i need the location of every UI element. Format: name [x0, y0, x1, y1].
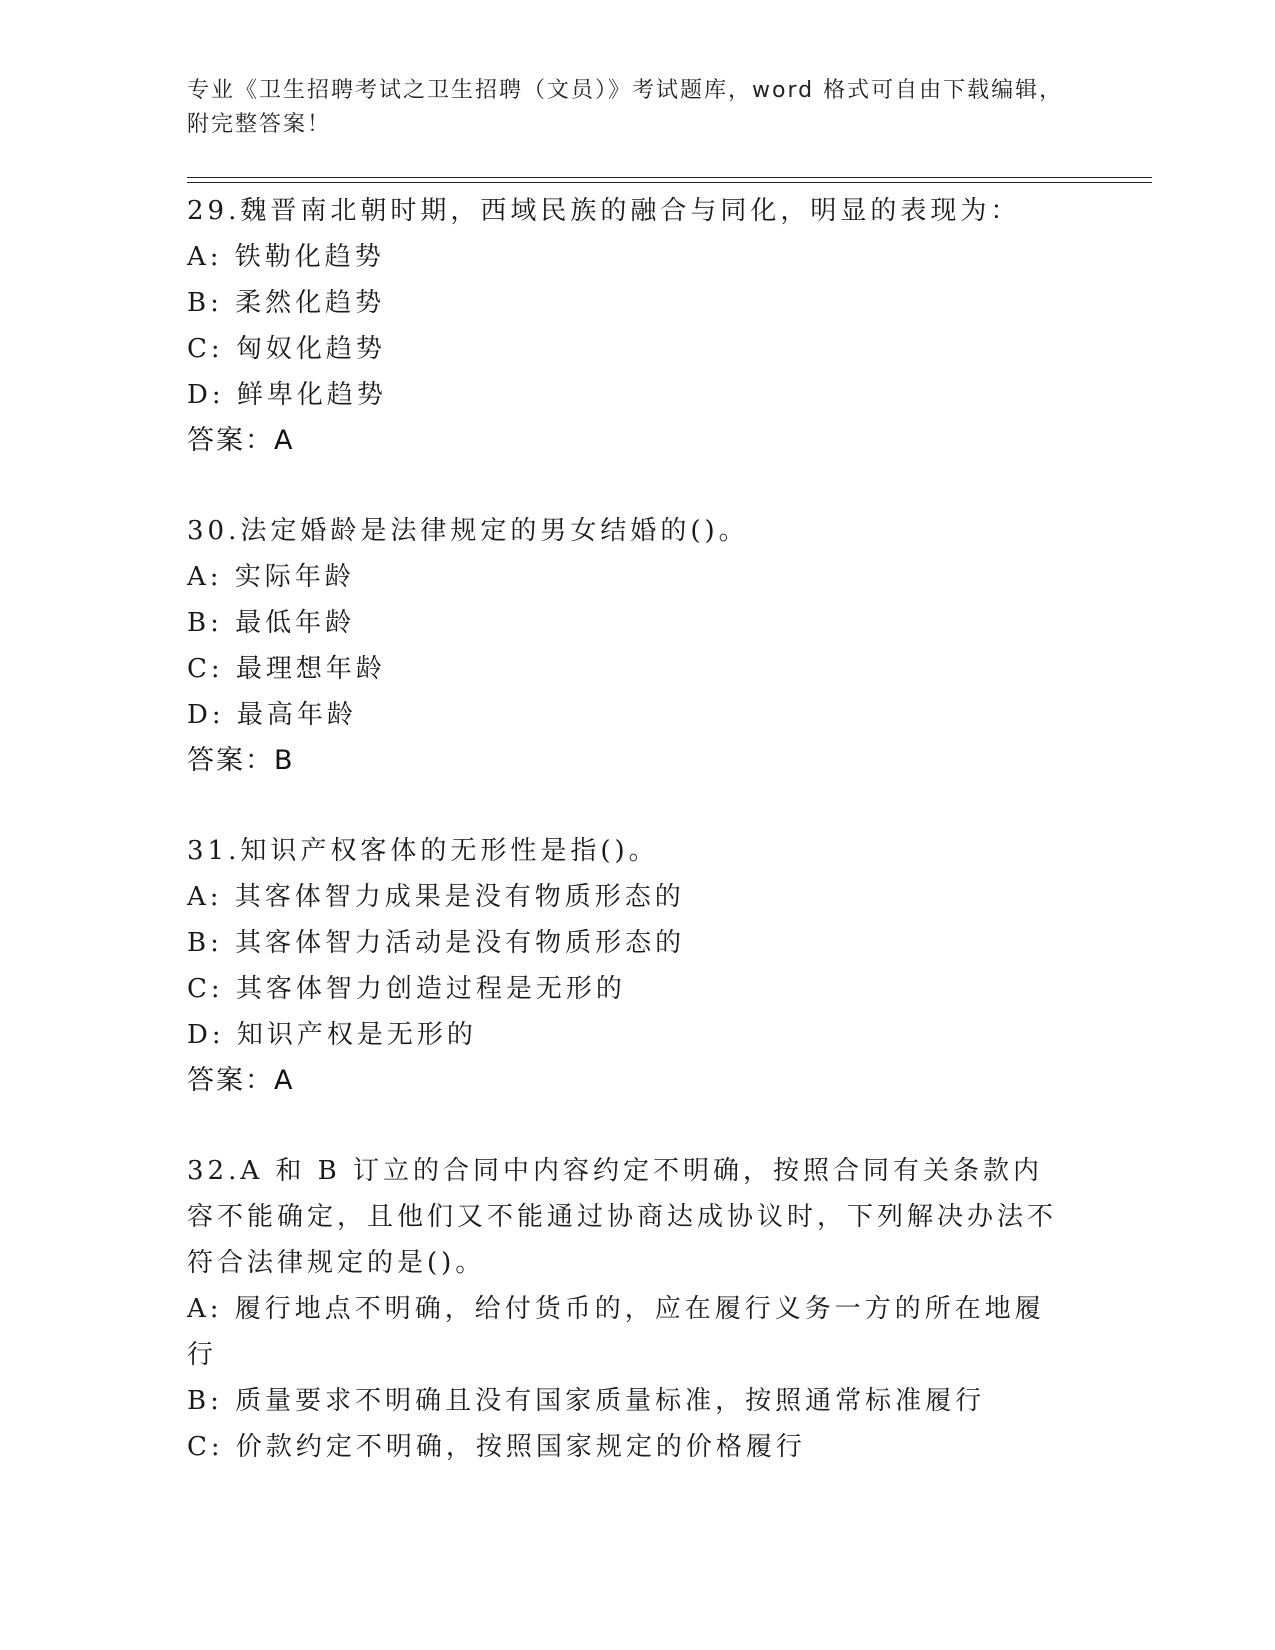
option-d: D: 知识产权是无形的: [187, 1020, 477, 1050]
answer: 答案：A: [187, 1065, 295, 1096]
option-d: D: 最高年龄: [187, 700, 357, 730]
question-32: [187, 1148, 1067, 1470]
option-b: B: 柔然化趋势: [187, 288, 386, 318]
option-b: B: 质量要求不明确且没有国家质量标准，按照通常标准履行: [187, 1386, 986, 1416]
option-a: A: 履行地点不明确，给付货币的，应在履行义务一方的所在地履行: [187, 1294, 1045, 1370]
answer: 答案：B: [187, 745, 295, 776]
answer: 答案：A: [187, 425, 295, 456]
question-30: [187, 508, 1067, 784]
option-a: A: 其客体智力成果是没有物质形态的: [187, 882, 685, 912]
header-divider-top: [187, 177, 1152, 178]
option-c: C: 最理想年龄: [187, 654, 386, 684]
question-stem: 30.法定婚龄是法律规定的男女结婚的()。: [187, 516, 749, 546]
option-c: C: 匈奴化趋势: [187, 334, 386, 364]
option-d: D: 鲜卑化趋势: [187, 380, 387, 410]
option-a: A: 铁勒化趋势: [187, 242, 385, 272]
option-a: A: 实际年龄: [187, 562, 355, 592]
option-c: C: 价款约定不明确，按照国家规定的价格履行: [187, 1432, 806, 1462]
option-b: B: 其客体智力活动是没有物质形态的: [187, 928, 686, 958]
header-divider-bottom: [187, 182, 1152, 183]
question-stem: 32.A 和 B 订立的合同中内容约定不明确，按照合同有关条款内容不能确定，且他们又不能通过协商达成协议时，下列解决办法不符合法律规定的是()。: [187, 1156, 1058, 1278]
document-header: 专业《卫生招聘考试之卫生招聘（文员）》考试题库，word 格式可自由下载编辑，附完整答案！: [187, 78, 1064, 137]
question-31: [187, 828, 1067, 1104]
question-29: [187, 188, 1067, 464]
option-b: B: 最低年龄: [187, 608, 356, 638]
question-stem: 29.魏晋南北朝时期，西域民族的融合与同化，明显的表现为：: [187, 196, 1021, 226]
question-stem: 31.知识产权客体的无形性是指()。: [187, 836, 659, 866]
option-c: C: 其客体智力创造过程是无形的: [187, 974, 626, 1004]
